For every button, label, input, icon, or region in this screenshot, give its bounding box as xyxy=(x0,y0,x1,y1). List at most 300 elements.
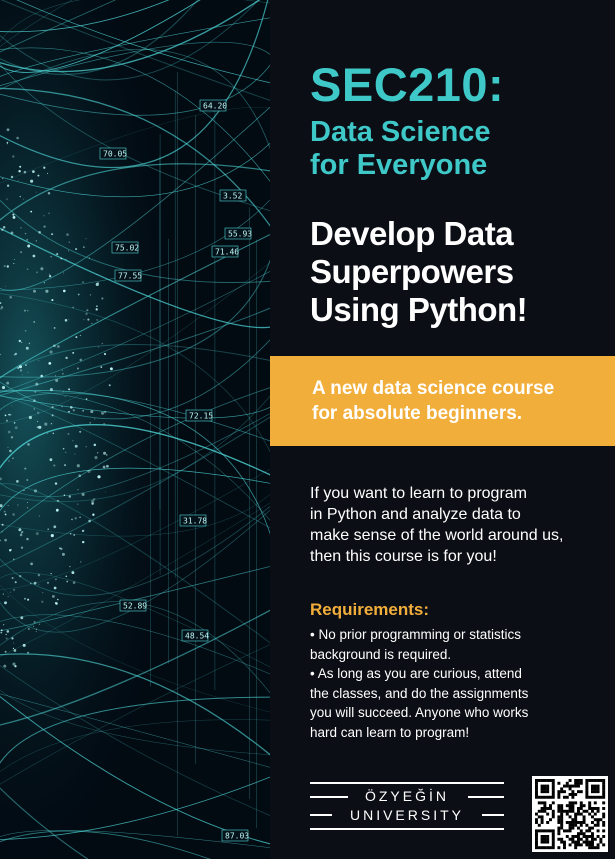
data-point xyxy=(90,294,91,295)
data-point xyxy=(64,464,66,466)
qr-module xyxy=(597,843,600,846)
requirements-list xyxy=(310,625,600,742)
data-point xyxy=(80,561,81,562)
data-point xyxy=(3,226,6,229)
qr-module xyxy=(541,846,544,849)
data-point xyxy=(24,598,26,600)
qr-module xyxy=(552,787,555,790)
qr-module xyxy=(549,796,552,799)
qr-module xyxy=(560,810,563,813)
qr-module xyxy=(535,821,538,824)
qr-module xyxy=(580,804,583,807)
qr-module xyxy=(538,796,541,799)
qr-code[interactable] xyxy=(532,776,608,852)
data-point xyxy=(69,242,70,243)
data-point xyxy=(96,305,98,307)
data-point xyxy=(24,468,26,470)
data-point xyxy=(13,642,14,643)
qr-module xyxy=(535,838,538,841)
qr-module xyxy=(552,810,555,813)
qr-module xyxy=(591,807,594,810)
qr-module xyxy=(552,782,555,785)
qr-module xyxy=(549,779,552,782)
data-point xyxy=(93,498,95,500)
data-point xyxy=(7,185,9,187)
data-point xyxy=(68,250,69,251)
intro-line: then this course is for you! xyxy=(310,548,497,565)
data-point xyxy=(21,533,22,534)
data-point xyxy=(19,365,22,368)
qr-module xyxy=(560,827,563,830)
data-point xyxy=(56,253,58,255)
data-point xyxy=(98,347,99,348)
qr-module xyxy=(577,832,580,835)
qr-module xyxy=(552,829,555,832)
qr-module xyxy=(594,838,597,841)
qr-module xyxy=(546,787,549,790)
data-point xyxy=(51,423,52,424)
qr-module xyxy=(591,835,594,838)
data-point xyxy=(30,583,31,584)
data-point xyxy=(97,475,100,478)
qr-module xyxy=(594,818,597,821)
qr-module xyxy=(546,785,549,788)
qr-module xyxy=(588,829,591,832)
qr-module xyxy=(602,796,605,799)
data-point xyxy=(26,479,28,481)
qr-module xyxy=(585,785,588,788)
data-point xyxy=(50,388,53,391)
qr-module xyxy=(535,846,538,849)
qr-module xyxy=(591,827,594,830)
qr-module xyxy=(569,801,572,804)
qr-module xyxy=(580,821,583,824)
data-point xyxy=(29,343,30,344)
qr-module xyxy=(577,785,580,788)
data-point xyxy=(101,297,103,299)
data-point xyxy=(11,549,12,550)
qr-module xyxy=(566,821,569,824)
data-point xyxy=(52,414,54,416)
data-point xyxy=(57,500,59,502)
qr-module xyxy=(563,829,566,832)
data-point xyxy=(15,581,17,583)
qr-module xyxy=(588,801,591,804)
data-point xyxy=(33,255,36,258)
qr-module xyxy=(563,843,566,846)
intro-line: make sense of the world around us, xyxy=(310,527,564,544)
qr-module xyxy=(563,841,566,844)
data-point xyxy=(28,628,30,630)
qr-module xyxy=(535,832,538,835)
data-point xyxy=(13,216,16,219)
qr-module xyxy=(557,838,560,841)
data-point xyxy=(80,335,81,336)
qr-module xyxy=(552,835,555,838)
qr-module xyxy=(602,829,605,832)
data-point xyxy=(87,470,90,473)
course-title-line: for Everyone xyxy=(310,149,488,181)
data-point xyxy=(0,632,2,634)
readout-label: 87.03 xyxy=(225,831,250,841)
data-point xyxy=(70,533,72,535)
qr-module xyxy=(569,838,572,841)
qr-module xyxy=(599,779,602,782)
data-point xyxy=(72,352,74,354)
qr-module xyxy=(574,818,577,821)
data-point xyxy=(97,282,99,284)
qr-module xyxy=(588,827,591,830)
data-point xyxy=(48,362,51,365)
qr-module xyxy=(591,843,594,846)
qr-module xyxy=(585,796,588,799)
qr-module xyxy=(541,801,544,804)
tagline-line: Using Python! xyxy=(310,291,528,328)
data-point xyxy=(9,296,12,299)
data-point xyxy=(4,511,6,513)
data-point xyxy=(3,593,4,594)
data-point xyxy=(16,480,19,483)
qr-module xyxy=(552,832,555,835)
data-point xyxy=(35,383,38,386)
qr-module xyxy=(541,835,544,838)
qr-module xyxy=(549,829,552,832)
data-point xyxy=(102,343,103,344)
qr-module xyxy=(546,829,549,832)
qr-module xyxy=(541,829,544,832)
data-point xyxy=(18,170,20,172)
data-point xyxy=(73,307,74,308)
qr-module xyxy=(591,841,594,844)
qr-module xyxy=(563,846,566,849)
data-point xyxy=(36,532,39,535)
data-point xyxy=(103,466,106,469)
qr-module xyxy=(577,827,580,830)
qr-module xyxy=(591,815,594,818)
qr-module xyxy=(560,804,563,807)
data-point xyxy=(79,431,81,433)
qr-module xyxy=(588,796,591,799)
qr-module xyxy=(577,843,580,846)
data-point xyxy=(110,367,113,370)
data-point xyxy=(82,493,85,496)
data-point xyxy=(38,426,41,429)
readout-label: 48.54 xyxy=(185,631,210,641)
data-point xyxy=(71,519,73,521)
data-point xyxy=(55,375,56,376)
qr-module xyxy=(597,790,600,793)
qr-module xyxy=(538,815,541,818)
data-point xyxy=(63,448,65,450)
data-point xyxy=(54,327,56,329)
qr-module xyxy=(543,810,546,813)
qr-module xyxy=(543,846,546,849)
data-point xyxy=(105,491,106,492)
qr-module xyxy=(560,818,563,821)
data-point xyxy=(12,577,14,579)
qr-module xyxy=(541,810,544,813)
data-point xyxy=(51,299,53,301)
data-point xyxy=(11,436,13,438)
qr-module xyxy=(597,779,600,782)
qr-module xyxy=(563,785,566,788)
qr-module xyxy=(594,801,597,804)
qr-module xyxy=(538,779,541,782)
qr-module xyxy=(602,843,605,846)
qr-module xyxy=(588,779,591,782)
qr-module xyxy=(560,787,563,790)
qr-module xyxy=(535,813,538,816)
data-point xyxy=(2,178,3,179)
data-point xyxy=(27,372,28,373)
requirements-heading: Requirements: xyxy=(310,600,430,619)
qr-module xyxy=(557,782,560,785)
qr-module xyxy=(571,835,574,838)
qr-module xyxy=(552,846,555,849)
qr-module xyxy=(588,843,591,846)
readout-label: 71.46 xyxy=(215,247,240,257)
qr-module xyxy=(583,835,586,838)
qr-module xyxy=(560,813,563,816)
data-point xyxy=(5,415,7,417)
qr-module xyxy=(552,815,555,818)
data-point xyxy=(65,259,66,260)
qr-module xyxy=(591,779,594,782)
data-point xyxy=(25,364,27,366)
data-point xyxy=(83,246,84,247)
data-point xyxy=(75,248,77,250)
data-point xyxy=(11,406,12,407)
data-point xyxy=(86,309,88,311)
data-point xyxy=(40,267,43,270)
qr-module xyxy=(543,829,546,832)
qr-module xyxy=(566,829,569,832)
qr-module xyxy=(594,796,597,799)
data-point xyxy=(6,630,9,633)
qr-module xyxy=(557,818,560,821)
qr-module xyxy=(597,807,600,810)
qr-module xyxy=(577,813,580,816)
data-point xyxy=(68,411,70,413)
qr-module xyxy=(602,790,605,793)
data-point xyxy=(65,319,68,322)
qr-module xyxy=(535,782,538,785)
qr-module xyxy=(574,801,577,804)
qr-module xyxy=(585,824,588,827)
qr-module xyxy=(585,838,588,841)
course-code: SEC210: xyxy=(310,58,505,111)
logo-rule xyxy=(310,828,504,830)
qr-module xyxy=(597,785,600,788)
qr-module xyxy=(602,779,605,782)
data-point xyxy=(62,553,65,556)
qr-module xyxy=(535,818,538,821)
data-point xyxy=(33,321,35,323)
qr-module xyxy=(560,838,563,841)
data-point xyxy=(47,173,48,174)
qr-module xyxy=(597,818,600,821)
data-point xyxy=(89,422,91,424)
data-point xyxy=(55,379,58,382)
qr-module xyxy=(571,793,574,796)
content-panel xyxy=(270,0,615,859)
qr-module xyxy=(594,813,597,816)
data-point xyxy=(12,155,14,157)
qr-module xyxy=(597,829,600,832)
qr-module xyxy=(602,835,605,838)
qr-module xyxy=(543,785,546,788)
data-point xyxy=(73,581,76,584)
qr-module xyxy=(591,821,594,824)
data-point xyxy=(3,665,6,668)
qr-module xyxy=(580,813,583,816)
qr-module xyxy=(543,838,546,841)
qr-module xyxy=(571,810,574,813)
qr-module xyxy=(594,790,597,793)
qr-module xyxy=(574,779,577,782)
data-point xyxy=(34,582,37,585)
qr-module xyxy=(541,796,544,799)
qr-module xyxy=(543,804,546,807)
data-point xyxy=(96,319,98,321)
qr-module xyxy=(583,821,586,824)
qr-module xyxy=(557,829,560,832)
data-point xyxy=(13,589,15,591)
readout-label: 3.52 xyxy=(223,191,243,201)
data-point xyxy=(19,166,21,168)
data-point xyxy=(53,464,55,466)
qr-module xyxy=(557,832,560,835)
qr-module xyxy=(597,835,600,838)
qr-module xyxy=(560,815,563,818)
data-point xyxy=(65,396,66,397)
data-point xyxy=(73,534,75,536)
data-point xyxy=(60,548,62,550)
qr-module xyxy=(569,807,572,810)
data-point xyxy=(45,290,48,293)
qr-module xyxy=(597,787,600,790)
qr-module xyxy=(591,810,594,813)
data-point xyxy=(49,274,50,275)
data-point xyxy=(23,490,24,491)
readout-label: 77.55 xyxy=(118,271,143,281)
qr-module xyxy=(571,827,574,830)
qr-module xyxy=(546,807,549,810)
qr-module xyxy=(546,846,549,849)
qr-module xyxy=(569,785,572,788)
qr-module xyxy=(583,810,586,813)
qr-module xyxy=(549,807,552,810)
qr-module xyxy=(574,785,577,788)
qr-module xyxy=(580,829,583,832)
data-point xyxy=(3,624,4,625)
data-point xyxy=(43,167,45,169)
data-point xyxy=(20,251,22,253)
data-point xyxy=(38,231,41,234)
qr-module xyxy=(580,790,583,793)
qr-module xyxy=(566,785,569,788)
qr-module xyxy=(599,818,602,821)
data-point xyxy=(2,386,5,389)
qr-module xyxy=(599,838,602,841)
data-point xyxy=(63,272,64,273)
data-point xyxy=(43,225,45,227)
data-point xyxy=(34,621,36,623)
data-point xyxy=(27,652,29,654)
qr-module xyxy=(580,807,583,810)
qr-module xyxy=(571,841,574,844)
data-point xyxy=(61,406,63,408)
network-globe-graphic xyxy=(0,0,270,859)
qr-module xyxy=(566,813,569,816)
qr-module xyxy=(552,790,555,793)
qr-module xyxy=(588,846,591,849)
qr-module xyxy=(541,790,544,793)
qr-module xyxy=(552,779,555,782)
data-point xyxy=(62,370,63,371)
data-point xyxy=(36,271,38,273)
qr-module xyxy=(535,793,538,796)
qr-module xyxy=(574,813,577,816)
data-point xyxy=(57,345,60,348)
data-point xyxy=(30,180,33,183)
qr-module xyxy=(585,810,588,813)
data-point xyxy=(78,474,81,477)
qr-module xyxy=(594,785,597,788)
data-point xyxy=(27,502,28,503)
qr-module xyxy=(602,815,605,818)
qr-module xyxy=(577,782,580,785)
qr-module xyxy=(546,838,549,841)
data-point xyxy=(25,233,26,234)
data-point xyxy=(44,423,47,426)
data-point xyxy=(79,517,80,518)
qr-module xyxy=(566,810,569,813)
data-point xyxy=(25,330,27,332)
data-point xyxy=(27,599,29,601)
data-point xyxy=(14,422,15,423)
data-point xyxy=(41,601,43,603)
data-point xyxy=(20,534,23,537)
data-point xyxy=(38,360,39,361)
data-point xyxy=(17,367,19,369)
data-point xyxy=(106,454,107,455)
qr-module xyxy=(563,790,566,793)
data-point xyxy=(24,310,26,312)
data-point xyxy=(52,595,55,598)
qr-module xyxy=(577,807,580,810)
qr-module xyxy=(543,787,546,790)
data-point xyxy=(82,281,84,283)
qr-module xyxy=(557,846,560,849)
data-point xyxy=(6,382,9,385)
data-point xyxy=(42,592,43,593)
qr-module xyxy=(571,818,574,821)
data-point xyxy=(65,452,66,453)
data-point xyxy=(69,495,72,498)
data-point xyxy=(94,418,95,419)
data-point xyxy=(5,634,6,635)
data-point xyxy=(13,558,15,560)
data-point xyxy=(15,426,18,429)
logo-wordmark-top: ÖZYEĞİN xyxy=(364,788,449,804)
qr-module xyxy=(563,796,566,799)
data-point xyxy=(103,452,106,455)
data-point xyxy=(55,602,57,604)
data-point xyxy=(77,489,78,490)
qr-module xyxy=(546,835,549,838)
qr-module xyxy=(560,821,563,824)
